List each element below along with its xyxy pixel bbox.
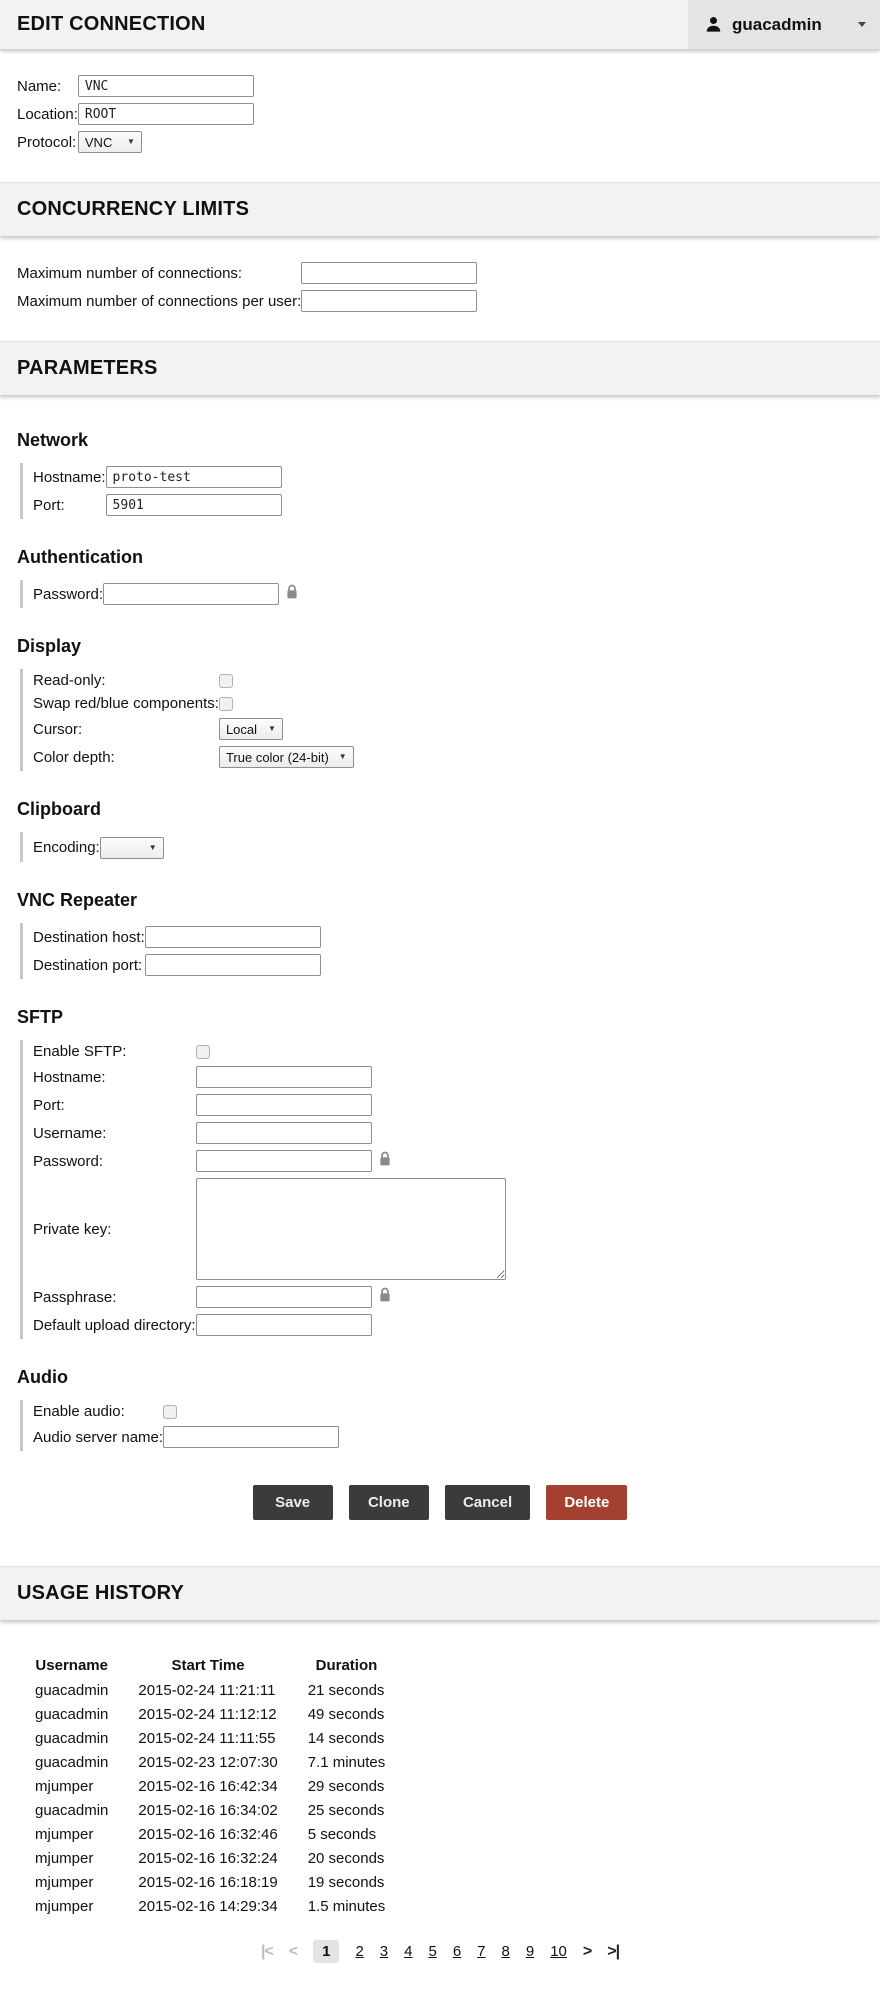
- audio-enable-audio-checkbox[interactable]: [163, 1405, 177, 1419]
- username-cell: mjumper: [35, 1873, 94, 1891]
- lock-icon: [286, 584, 298, 603]
- history-row: [20, 1678, 400, 1702]
- sftp-password-field[interactable]: [196, 1150, 372, 1172]
- history-row: [20, 1726, 400, 1750]
- audio-group: [20, 1400, 880, 1451]
- display-heading: Display: [17, 636, 82, 656]
- form-actions: [0, 1485, 880, 1520]
- field-control-cell: [196, 1283, 506, 1311]
- start-time-cell: 2015-02-16 16:18:19: [138, 1873, 278, 1891]
- start-time-cell: 2015-02-23 12:07:30: [138, 1753, 278, 1771]
- field-control-cell: [78, 100, 254, 128]
- parameters-section-header: [0, 341, 880, 396]
- field-row: [33, 923, 321, 951]
- field-row: [17, 100, 254, 128]
- usage-history-section: [0, 1621, 880, 1991]
- field-row: [17, 259, 477, 287]
- sftp-password-label: Password:: [33, 1152, 104, 1170]
- audio-audio-server-name-field[interactable]: [163, 1426, 339, 1448]
- history-header-row: [20, 1653, 400, 1678]
- username-cell: guacadmin: [35, 1753, 109, 1771]
- field-control-cell: [301, 259, 477, 287]
- user-icon: [704, 15, 723, 34]
- vnc-repeater-destination-host-field[interactable]: [145, 926, 321, 948]
- start-time-cell: 2015-02-24 11:12:12: [138, 1705, 277, 1723]
- field-row: [33, 1063, 506, 1091]
- field-control-cell: [196, 1175, 506, 1283]
- username-cell: guacadmin: [35, 1801, 109, 1819]
- protocol-label: Protocol:: [17, 133, 77, 151]
- start-time-cell: 2015-02-16 16:32:24: [138, 1849, 278, 1867]
- history-row: [20, 1798, 400, 1822]
- sftp-port-field[interactable]: [196, 1094, 372, 1116]
- display-read-only-label: Read-only:: [33, 672, 106, 689]
- clipboard-group: [20, 832, 880, 862]
- field-row: [33, 1040, 506, 1063]
- start-time-cell: 2015-02-24 11:11:55: [138, 1729, 276, 1747]
- field-row: [33, 1311, 506, 1339]
- chevron-down-icon: ▼: [148, 843, 157, 852]
- chevron-down-icon: ▼: [126, 137, 135, 146]
- sftp-passphrase-field[interactable]: [196, 1286, 372, 1308]
- field-row: [33, 1283, 506, 1311]
- parameters-title: PARAMETERS: [17, 357, 158, 379]
- clipboard-fields-table: [33, 832, 164, 862]
- field-row: [33, 669, 354, 692]
- audio-heading: Audio: [17, 1367, 68, 1387]
- network-port-label: Port:: [33, 496, 65, 514]
- page-header: [0, 0, 880, 50]
- field-control-cell: [196, 1040, 506, 1063]
- pagination-last-button[interactable]: >|: [607, 1942, 620, 1960]
- field-control-cell: [106, 491, 282, 519]
- duration-cell: 25 seconds: [307, 1801, 385, 1819]
- usage-history-title: USAGE HISTORY: [17, 1582, 185, 1604]
- start-time-cell: 2015-02-16 16:34:02: [138, 1801, 278, 1819]
- duration-cell: 29 seconds: [307, 1777, 385, 1795]
- sftp-default-upload-directory-label: Default upload directory:: [33, 1316, 196, 1334]
- pagination-prev-button[interactable]: <: [288, 1942, 298, 1960]
- username-cell: guacadmin: [35, 1705, 109, 1723]
- field-row: [33, 1091, 506, 1119]
- audio-enable-audio-label: Enable audio:: [33, 1403, 125, 1420]
- duration-cell: 19 seconds: [307, 1873, 385, 1891]
- field-control-cell: [196, 1311, 506, 1339]
- field-control-cell: [219, 692, 354, 715]
- chevron-down-icon: ▼: [268, 724, 276, 733]
- vnc-repeater-fields-table: [33, 923, 321, 979]
- field-row: [33, 1400, 339, 1423]
- display-swap-red-blue-components-checkbox[interactable]: [219, 697, 233, 711]
- location-label: Location:: [17, 105, 78, 123]
- start-time-cell: 2015-02-16 16:32:46: [138, 1825, 278, 1843]
- history-row: [20, 1822, 400, 1846]
- field-control-cell: [163, 1400, 339, 1423]
- display-fields-table: [33, 669, 354, 771]
- maximum-number-of-connections-per-user-field[interactable]: [301, 290, 477, 312]
- network-hostname-field[interactable]: [106, 466, 282, 488]
- protocol-select-value: VNC: [84, 134, 113, 150]
- authentication-password-label: Password:: [33, 585, 104, 603]
- chevron-down-icon: [858, 22, 866, 27]
- field-control-cell: [219, 669, 354, 692]
- display-color-depth-label: Color depth:: [33, 748, 115, 766]
- authentication-fields-table: [33, 580, 298, 608]
- clipboard-encoding-label: Encoding:: [33, 838, 100, 856]
- audio-fields-table: [33, 1400, 339, 1451]
- authentication-heading: Authentication: [17, 547, 143, 567]
- field-control-cell: [103, 580, 298, 608]
- duration-cell: 5 seconds: [307, 1825, 377, 1843]
- display-cursor-select-value: Local: [225, 721, 258, 737]
- audio-audio-server-name-label: Audio server name:: [33, 1428, 164, 1446]
- start-time-cell: 2015-02-16 16:42:34: [138, 1777, 278, 1795]
- network-heading: Network: [17, 430, 89, 450]
- authentication-group: [20, 580, 880, 608]
- field-control-cell: [163, 1423, 339, 1451]
- column-header-start-time: Start Time: [171, 1657, 245, 1674]
- concurrency-limits-section: [0, 237, 880, 341]
- sftp-username-field[interactable]: [196, 1122, 372, 1144]
- display-color-depth-select-value: True color (24-bit): [225, 749, 329, 765]
- vnc-repeater-destination-host-label: Destination host:: [33, 928, 145, 946]
- sftp-hostname-field[interactable]: [196, 1066, 372, 1088]
- parameters-section: [0, 396, 880, 1566]
- concurrency-fields-table: [17, 259, 477, 315]
- duration-cell: 20 seconds: [307, 1849, 385, 1867]
- general-fields-table: [17, 72, 254, 156]
- sftp-private-key-field[interactable]: [196, 1178, 506, 1280]
- username-cell: mjumper: [35, 1897, 94, 1915]
- username-cell: mjumper: [35, 1825, 94, 1843]
- history-row: [20, 1750, 400, 1774]
- display-group: [20, 669, 880, 771]
- chevron-down-icon: ▼: [338, 752, 347, 761]
- concurrency-limits-title: CONCURRENCY LIMITS: [17, 198, 250, 220]
- display-cursor-label: Cursor:: [33, 720, 83, 738]
- field-control-cell: [219, 715, 354, 743]
- connection-attributes-section: [0, 50, 880, 182]
- parameter-groups: [0, 430, 880, 1451]
- history-row: [20, 1894, 400, 1918]
- authentication-password-field[interactable]: [103, 583, 279, 605]
- field-control-cell: [301, 287, 477, 315]
- field-control-cell: [145, 923, 321, 951]
- pagination-page-4[interactable]: 4: [404, 1943, 413, 1960]
- field-row: [33, 743, 354, 771]
- network-fields-table: [33, 463, 282, 519]
- sftp-enable-sftp-checkbox[interactable]: [196, 1045, 210, 1059]
- field-row: [17, 287, 477, 315]
- start-time-cell: 2015-02-24 11:21:11: [138, 1681, 276, 1699]
- field-control-cell: [106, 463, 282, 491]
- sftp-hostname-label: Hostname:: [33, 1068, 106, 1086]
- field-row: [33, 715, 354, 743]
- duration-cell: 14 seconds: [307, 1729, 385, 1747]
- lock-icon: [379, 1287, 391, 1306]
- user-menu-button[interactable]: [688, 0, 880, 49]
- pagination-page-6[interactable]: 6: [452, 1943, 462, 1960]
- field-row: [33, 951, 321, 979]
- username-cell: guacadmin: [35, 1729, 109, 1747]
- display-cursor-select[interactable]: [219, 718, 283, 740]
- field-row: [33, 1119, 506, 1147]
- sftp-private-key-label: Private key:: [33, 1220, 112, 1238]
- vnc-repeater-destination-port-label: Destination port:: [33, 956, 143, 974]
- clipboard-encoding-select[interactable]: [100, 837, 164, 859]
- column-header-username: Username: [35, 1657, 108, 1674]
- display-read-only-checkbox[interactable]: [219, 674, 233, 688]
- sftp-enable-sftp-label: Enable SFTP:: [33, 1043, 127, 1060]
- field-row: [33, 491, 282, 519]
- field-control-cell: [145, 951, 321, 979]
- protocol-select[interactable]: [78, 131, 142, 153]
- display-swap-red-blue-components-label: Swap red/blue components:: [33, 695, 219, 712]
- display-color-depth-select[interactable]: [219, 746, 354, 768]
- sftp-fields-table: [33, 1040, 506, 1339]
- field-control-cell: [78, 72, 254, 100]
- pagination-page-10[interactable]: 10: [550, 1943, 567, 1960]
- field-control-cell: [219, 743, 354, 771]
- field-row: [33, 580, 298, 608]
- sftp-username-label: Username:: [33, 1124, 107, 1142]
- cancel-button[interactable]: Cancel: [445, 1485, 530, 1520]
- pagination-page-9[interactable]: 9: [525, 1943, 535, 1960]
- pagination: [0, 1940, 880, 1963]
- page-title: EDIT CONNECTION: [17, 13, 206, 35]
- pagination-page-5[interactable]: 5: [428, 1943, 437, 1960]
- username-label: guacadmin: [732, 14, 822, 34]
- maximum-number-of-connections-label: Maximum number of connections:: [17, 264, 243, 282]
- sftp-port-label: Port:: [33, 1096, 65, 1114]
- sftp-passphrase-label: Passphrase:: [33, 1288, 117, 1306]
- field-row: [33, 832, 164, 862]
- pagination-page-1[interactable]: 1: [313, 1940, 339, 1963]
- history-row: [20, 1870, 400, 1894]
- history-row: [20, 1846, 400, 1870]
- name-label: Name:: [17, 77, 62, 95]
- field-control-cell: [78, 128, 254, 156]
- vnc-repeater-destination-port-field[interactable]: [145, 954, 321, 976]
- sftp-heading: SFTP: [17, 1007, 64, 1027]
- field-row: [17, 72, 254, 100]
- usage-history-table: [20, 1653, 400, 1918]
- field-control-cell: [196, 1091, 506, 1119]
- name-field[interactable]: [78, 75, 254, 97]
- save-button[interactable]: Save: [253, 1485, 333, 1520]
- pagination-next-button[interactable]: >: [582, 1942, 592, 1960]
- concurrency-limits-section-header: [0, 182, 880, 237]
- column-header-duration: Duration: [315, 1657, 378, 1674]
- network-group: [20, 463, 880, 519]
- duration-cell: 21 seconds: [307, 1681, 385, 1699]
- network-hostname-label: Hostname:: [33, 468, 106, 486]
- field-row: [33, 1175, 506, 1283]
- lock-icon: [379, 1151, 391, 1170]
- delete-button[interactable]: Delete: [546, 1485, 627, 1520]
- field-row: [33, 692, 354, 715]
- username-cell: guacadmin: [35, 1681, 109, 1699]
- location-field[interactable]: [78, 103, 254, 125]
- vnc-repeater-heading: VNC Repeater: [17, 890, 138, 910]
- clone-button[interactable]: Clone: [349, 1485, 429, 1520]
- duration-cell: 7.1 minutes: [307, 1753, 386, 1771]
- field-control-cell: [196, 1147, 506, 1175]
- pagination-page-3[interactable]: 3: [379, 1943, 389, 1960]
- pagination-page-8[interactable]: 8: [501, 1943, 510, 1960]
- start-time-cell: 2015-02-16 14:29:34: [138, 1897, 278, 1915]
- pagination-page-7[interactable]: 7: [477, 1943, 486, 1960]
- vnc-repeater-group: [20, 923, 880, 979]
- history-row: [20, 1702, 400, 1726]
- network-port-field[interactable]: [106, 494, 282, 516]
- sftp-default-upload-directory-field[interactable]: [196, 1314, 372, 1336]
- username-cell: mjumper: [35, 1777, 94, 1795]
- field-control-cell: [196, 1063, 506, 1091]
- maximum-number-of-connections-per-user-label: Maximum number of connections per user:: [17, 292, 302, 310]
- history-row: [20, 1774, 400, 1798]
- pagination-page-2[interactable]: 2: [355, 1943, 364, 1960]
- duration-cell: 1.5 minutes: [307, 1897, 386, 1915]
- sftp-group: [20, 1040, 880, 1339]
- clipboard-heading: Clipboard: [17, 799, 101, 819]
- maximum-number-of-connections-field[interactable]: [301, 262, 477, 284]
- field-control-cell: [196, 1119, 506, 1147]
- username-cell: mjumper: [35, 1849, 94, 1867]
- field-row: [33, 463, 282, 491]
- field-control-cell: [100, 832, 164, 862]
- field-row: [17, 128, 254, 156]
- duration-cell: 49 seconds: [307, 1705, 385, 1723]
- pagination-first-button[interactable]: |<: [260, 1942, 273, 1960]
- usage-history-section-header: [0, 1566, 880, 1621]
- field-row: [33, 1147, 506, 1175]
- field-row: [33, 1423, 339, 1451]
